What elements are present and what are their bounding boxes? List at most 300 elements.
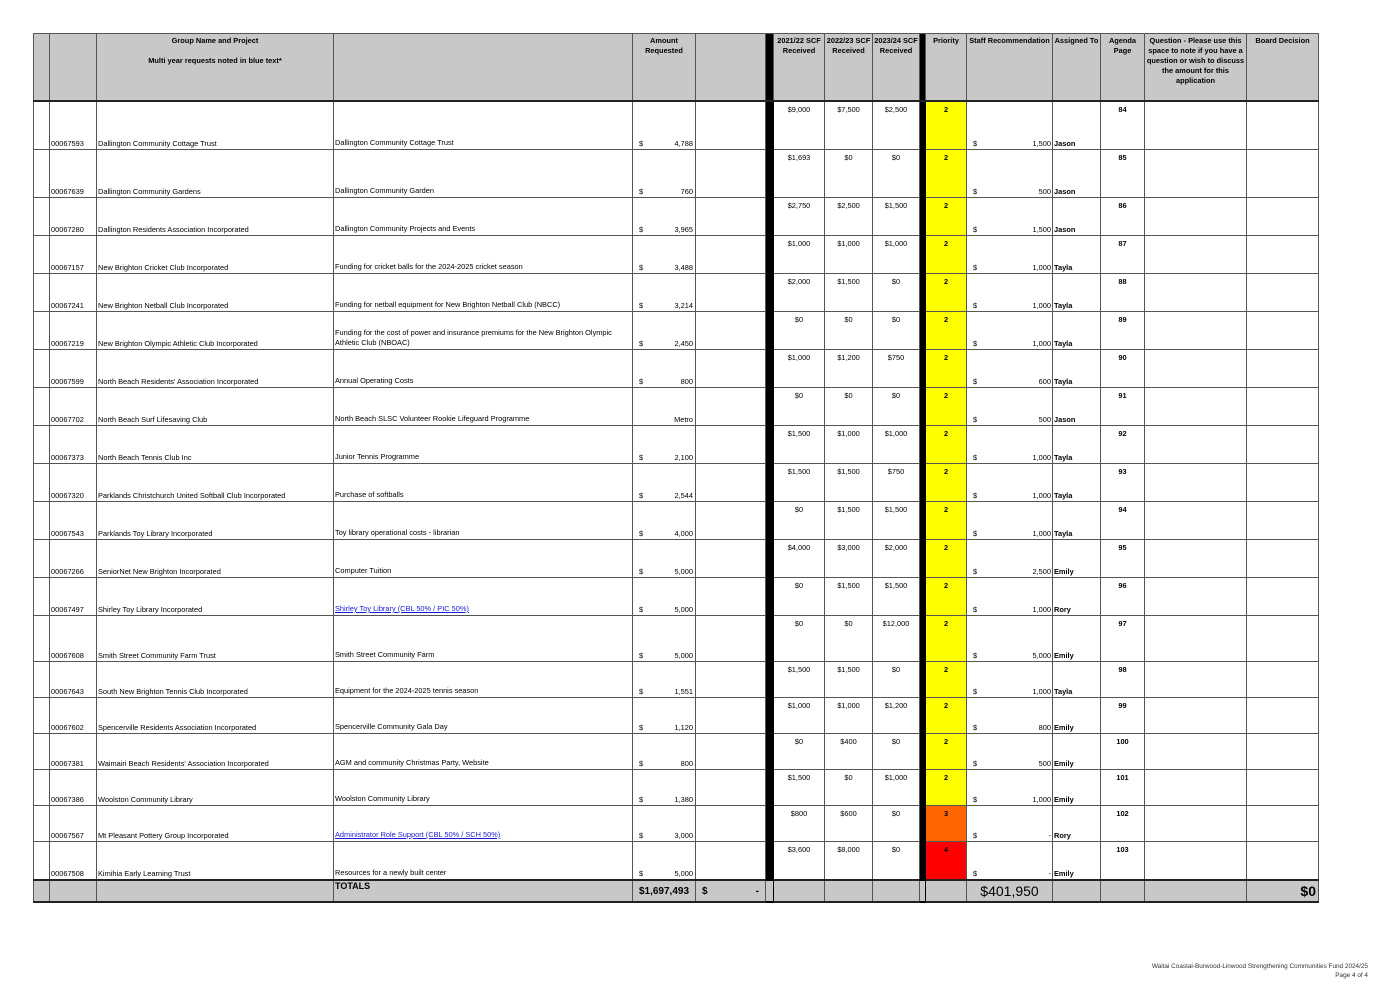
amount-requested	[633, 734, 696, 770]
priority-cell: 2	[926, 464, 967, 502]
amount-currency: $	[639, 795, 644, 804]
separator	[766, 502, 774, 540]
project-name	[334, 540, 633, 578]
amount-value: 4,788	[674, 139, 693, 148]
scf-2023-24: $0	[873, 274, 920, 312]
amount-currency: $	[639, 301, 644, 310]
amount-value: 3,000	[674, 831, 693, 840]
rec-value: 1,000	[1032, 795, 1051, 804]
rec-value: 1,000	[1032, 301, 1051, 310]
row-blank	[34, 274, 50, 312]
application-id: 00067219	[50, 312, 97, 350]
amount-currency: $	[639, 491, 644, 500]
amount-currency: $	[639, 869, 644, 878]
question-cell[interactable]	[1145, 502, 1247, 540]
agenda-page: 96	[1101, 578, 1145, 616]
row-blank	[34, 698, 50, 734]
scf-2022-23: $1,500	[825, 578, 873, 616]
totals-blank-5	[825, 880, 873, 902]
board-decision-cell[interactable]	[1247, 770, 1319, 806]
scf-2022-23: $1,000	[825, 236, 873, 274]
project-name	[334, 842, 633, 881]
footer-page-number: Page 4 of 4	[1335, 972, 1368, 979]
board-decision-cell[interactable]	[1247, 734, 1319, 770]
amount-currency: $	[639, 687, 644, 696]
project-name	[334, 426, 633, 464]
assigned-to: Tayla	[1053, 350, 1101, 388]
board-decision-cell[interactable]	[1247, 698, 1319, 734]
project-text: Spencerville Community Gala Day	[335, 722, 448, 731]
project-text: Funding for netball equipment for New Brighton Netball Club (NBCC)	[335, 300, 561, 309]
amount-requested	[633, 274, 696, 312]
group-name: North Beach Tennis Club Inc	[97, 426, 334, 464]
totals-blank-4	[774, 880, 825, 902]
row-blank-2	[696, 198, 766, 236]
totals-extra	[696, 880, 766, 902]
rec-value: -	[1048, 869, 1051, 878]
project-name	[334, 388, 633, 426]
amount-value: 800	[680, 377, 693, 386]
header-2023-24: 2023/24 SCF Received	[873, 34, 920, 102]
separator	[766, 770, 774, 806]
assigned-to: Tayla	[1053, 502, 1101, 540]
separator	[766, 734, 774, 770]
scf-2023-24: $0	[873, 312, 920, 350]
group-name: North Beach Residents' Association Incorporated	[97, 350, 334, 388]
amount-requested	[633, 698, 696, 734]
question-cell[interactable]	[1145, 540, 1247, 578]
project-name	[334, 150, 633, 198]
scf-2022-23: $1,500	[825, 502, 873, 540]
agenda-page: 85	[1101, 150, 1145, 198]
board-decision-cell[interactable]	[1247, 236, 1319, 274]
amount-value: 5,000	[674, 651, 693, 660]
priority-cell: 2	[926, 578, 967, 616]
scf-2021-22: $1,500	[774, 662, 825, 698]
amount-requested	[633, 616, 696, 662]
assigned-to: Tayla	[1053, 662, 1101, 698]
staff-recommendation	[967, 540, 1053, 578]
staff-recommendation	[967, 502, 1053, 540]
question-cell[interactable]	[1145, 236, 1247, 274]
application-id: 00067241	[50, 274, 97, 312]
board-decision-cell[interactable]	[1247, 198, 1319, 236]
priority-cell: 2	[926, 236, 967, 274]
question-cell[interactable]	[1145, 388, 1247, 426]
project-name	[334, 698, 633, 734]
amount-value: 2,544	[674, 491, 693, 500]
rec-currency: $	[973, 831, 978, 840]
row-blank-2	[696, 734, 766, 770]
row-blank-2	[696, 388, 766, 426]
scf-2023-24: $2,500	[873, 101, 920, 150]
agenda-page: 97	[1101, 616, 1145, 662]
scf-2021-22: $2,000	[774, 274, 825, 312]
assigned-to: Emily	[1053, 734, 1101, 770]
row-blank	[34, 734, 50, 770]
application-id: 00067593	[50, 101, 97, 150]
scf-2021-22: $1,000	[774, 698, 825, 734]
rec-value: 1,000	[1032, 605, 1051, 614]
question-cell[interactable]	[1145, 350, 1247, 388]
separator	[766, 236, 774, 274]
scf-2021-22: $1,000	[774, 350, 825, 388]
group-name: Dallington Community Cottage Trust	[97, 101, 334, 150]
project-text: Funding for cricket balls for the 2024-2025 cricket season	[335, 262, 523, 271]
project-name	[334, 350, 633, 388]
header-project	[334, 34, 633, 102]
project-name	[334, 236, 633, 274]
project-name	[334, 464, 633, 502]
scf-2023-24: $0	[873, 388, 920, 426]
header-separator-1	[766, 34, 774, 102]
rec-value: 500	[1038, 759, 1051, 768]
agenda-page: 100	[1101, 734, 1145, 770]
question-cell[interactable]	[1145, 770, 1247, 806]
row-blank	[34, 426, 50, 464]
amount-value: 1,551	[674, 687, 693, 696]
assigned-to: Rory	[1053, 806, 1101, 842]
amount-requested	[633, 578, 696, 616]
priority-cell: 2	[926, 198, 967, 236]
row-blank-2	[696, 616, 766, 662]
staff-recommendation	[967, 101, 1053, 150]
priority-cell: 2	[926, 274, 967, 312]
amount-requested	[633, 540, 696, 578]
header-assigned-to: Assigned To	[1053, 34, 1101, 102]
separator	[766, 662, 774, 698]
scf-2022-23: $7,500	[825, 101, 873, 150]
application-id: 00067157	[50, 236, 97, 274]
board-decision-cell[interactable]	[1247, 101, 1319, 150]
application-id: 00067266	[50, 540, 97, 578]
rec-value: 1,000	[1032, 263, 1051, 272]
table-row	[34, 698, 1319, 734]
amount-currency: $	[639, 377, 644, 386]
priority-cell: 2	[926, 101, 967, 150]
project-text: Dallington Community Projects and Events	[335, 224, 476, 233]
separator	[766, 698, 774, 734]
question-cell[interactable]	[1145, 150, 1247, 198]
amount-value: 4,000	[674, 529, 693, 538]
scf-2021-22: $0	[774, 388, 825, 426]
separator	[766, 350, 774, 388]
rec-value: 5,000	[1032, 651, 1051, 660]
application-id: 00067599	[50, 350, 97, 388]
project-text[interactable]: Shirley Toy Library (CBL 50% / PIC 50%)	[335, 604, 469, 613]
separator	[766, 101, 774, 150]
rec-value: 1,000	[1032, 687, 1051, 696]
group-name: Dallington Residents Association Incorporated	[97, 198, 334, 236]
totals-blank-10	[1145, 880, 1247, 902]
project-name	[334, 734, 633, 770]
rec-value: 600	[1038, 377, 1051, 386]
scf-2022-23: $0	[825, 770, 873, 806]
application-id: 00067497	[50, 578, 97, 616]
question-cell[interactable]	[1145, 578, 1247, 616]
application-id: 00067386	[50, 770, 97, 806]
totals-extra-value: -	[755, 885, 759, 897]
question-cell[interactable]	[1145, 842, 1247, 881]
rec-value: 500	[1038, 415, 1051, 424]
application-id: 00067643	[50, 662, 97, 698]
agenda-page: 99	[1101, 698, 1145, 734]
group-name: Dallington Community Gardens	[97, 150, 334, 198]
header-2022-23: 2022/23 SCF Received	[825, 34, 873, 102]
project-name	[334, 806, 633, 842]
totals-blank-1	[34, 880, 50, 902]
rec-currency: $	[973, 263, 978, 272]
row-blank	[34, 540, 50, 578]
assigned-to: Jason	[1053, 198, 1101, 236]
rec-currency: $	[973, 687, 978, 696]
agenda-page: 93	[1101, 464, 1145, 502]
scf-2023-24: $1,200	[873, 698, 920, 734]
priority-cell: 2	[926, 426, 967, 464]
table-row	[34, 388, 1319, 426]
question-cell[interactable]	[1145, 734, 1247, 770]
amount-requested	[633, 388, 696, 426]
board-decision-cell[interactable]	[1247, 274, 1319, 312]
board-decision-cell[interactable]	[1247, 806, 1319, 842]
scf-2022-23: $8,000	[825, 842, 873, 881]
project-text: Dallington Community Garden	[335, 186, 434, 195]
application-id: 00067639	[50, 150, 97, 198]
agenda-page: 89	[1101, 312, 1145, 350]
table-row	[34, 578, 1319, 616]
scf-2021-22: $1,693	[774, 150, 825, 198]
amount-requested	[633, 662, 696, 698]
amount-value: 5,000	[674, 605, 693, 614]
table-row	[34, 198, 1319, 236]
question-cell[interactable]	[1145, 198, 1247, 236]
project-text[interactable]: Administrator Role Support (CBL 50% / SCH 50%)	[335, 830, 501, 839]
row-blank	[34, 464, 50, 502]
row-blank	[34, 616, 50, 662]
row-blank	[34, 662, 50, 698]
agenda-page: 88	[1101, 274, 1145, 312]
assigned-to: Emily	[1053, 540, 1101, 578]
row-blank-2	[696, 426, 766, 464]
agenda-page: 103	[1101, 842, 1145, 881]
amount-currency: $	[639, 225, 644, 234]
rec-value: 1,000	[1032, 491, 1051, 500]
row-blank-2	[696, 578, 766, 616]
rec-value: 1,000	[1032, 339, 1051, 348]
assigned-to: Jason	[1053, 388, 1101, 426]
question-cell[interactable]	[1145, 464, 1247, 502]
project-text: Smith Street Community Farm	[335, 650, 435, 659]
scf-2023-24: $750	[873, 464, 920, 502]
rec-currency: $	[973, 651, 978, 660]
row-blank	[34, 150, 50, 198]
group-name: Shirley Toy Library Incorporated	[97, 578, 334, 616]
table-row	[34, 502, 1319, 540]
amount-value: 1,120	[674, 723, 693, 732]
amount-value: 760	[680, 187, 693, 196]
project-text: AGM and community Christmas Party, Website	[335, 758, 489, 767]
project-name	[334, 578, 633, 616]
question-cell[interactable]	[1145, 698, 1247, 734]
assigned-to: Emily	[1053, 616, 1101, 662]
group-name: Mt Pleasant Pottery Group Incorporated	[97, 806, 334, 842]
amount-requested	[633, 236, 696, 274]
project-text: Purchase of softballs	[335, 490, 404, 499]
scf-2021-22: $1,500	[774, 770, 825, 806]
group-name: Waimairi Beach Residents' Association Incorporated	[97, 734, 334, 770]
amount-requested	[633, 426, 696, 464]
row-blank	[34, 842, 50, 881]
board-decision-cell[interactable]	[1247, 540, 1319, 578]
table-row	[34, 806, 1319, 842]
separator	[766, 150, 774, 198]
totals-blank-9	[1101, 880, 1145, 902]
rec-currency: $	[973, 869, 978, 878]
totals-board-decision: $0	[1247, 880, 1319, 902]
staff-recommendation	[967, 770, 1053, 806]
scf-2022-23: $600	[825, 806, 873, 842]
priority-cell: 2	[926, 770, 967, 806]
assigned-to: Tayla	[1053, 464, 1101, 502]
scf-2023-24: $0	[873, 806, 920, 842]
funding-table	[33, 33, 1319, 903]
priority-cell: 3	[926, 806, 967, 842]
scf-2022-23: $1,200	[825, 350, 873, 388]
footer-title: Waitai Coastal-Burwood-Linwood Strengthening Communities Fund 2024/25	[1151, 963, 1368, 970]
totals-separator-1	[766, 880, 774, 902]
board-decision-cell[interactable]	[1247, 842, 1319, 881]
amount-currency: $	[639, 831, 644, 840]
assigned-to: Tayla	[1053, 274, 1101, 312]
project-name	[334, 312, 633, 350]
group-name: Woolston Community Library	[97, 770, 334, 806]
separator	[766, 616, 774, 662]
amount-value: 5,000	[674, 869, 693, 878]
question-cell[interactable]	[1145, 101, 1247, 150]
question-cell[interactable]	[1145, 312, 1247, 350]
board-decision-cell[interactable]	[1247, 426, 1319, 464]
staff-recommendation	[967, 312, 1053, 350]
assigned-to: Tayla	[1053, 312, 1101, 350]
row-blank-2	[696, 502, 766, 540]
rec-currency: $	[973, 301, 978, 310]
totals-blank-3	[97, 880, 334, 902]
separator	[766, 312, 774, 350]
totals-blank-6	[873, 880, 920, 902]
scf-2022-23: $1,500	[825, 464, 873, 502]
table-row	[34, 540, 1319, 578]
project-name	[334, 274, 633, 312]
group-name: Spencerville Residents Association Incorporated	[97, 698, 334, 734]
row-blank	[34, 312, 50, 350]
project-text: Junior Tennis Programme	[335, 452, 420, 461]
project-text: North Beach SLSC Volunteer Rookie Lifeguard Programme	[335, 414, 530, 423]
row-blank	[34, 806, 50, 842]
header-staff-recommendation: Staff Recommendation	[967, 34, 1053, 102]
table-row	[34, 101, 1319, 150]
rec-value: 1,000	[1032, 453, 1051, 462]
header-group-line2: Multi year requests noted in blue text*	[148, 56, 282, 65]
amount-requested	[633, 350, 696, 388]
group-name: New Brighton Netball Club Incorporated	[97, 274, 334, 312]
separator	[766, 274, 774, 312]
question-cell[interactable]	[1145, 426, 1247, 464]
scf-2021-22: $9,000	[774, 101, 825, 150]
priority-cell: 2	[926, 698, 967, 734]
totals-staff-recommendation: $401,950	[967, 880, 1053, 902]
board-decision-cell[interactable]	[1247, 662, 1319, 698]
table-row	[34, 274, 1319, 312]
header-blank-3	[696, 34, 766, 102]
staff-recommendation	[967, 806, 1053, 842]
staff-recommendation	[967, 842, 1053, 881]
scf-2021-22: $4,000	[774, 540, 825, 578]
totals-blank-7	[926, 880, 967, 902]
separator	[766, 198, 774, 236]
project-text: Dallington Community Cottage Trust	[335, 138, 454, 147]
application-id: 00067320	[50, 464, 97, 502]
amount-currency: $	[639, 453, 644, 462]
assigned-to: Jason	[1053, 101, 1101, 150]
agenda-page: 102	[1101, 806, 1145, 842]
row-blank-2	[696, 842, 766, 881]
board-decision-cell[interactable]	[1247, 312, 1319, 350]
scf-2023-24: $1,000	[873, 426, 920, 464]
scf-2021-22: $3,600	[774, 842, 825, 881]
amount-requested	[633, 842, 696, 881]
scf-2023-24: $1,500	[873, 578, 920, 616]
amount-value: 800	[680, 759, 693, 768]
agenda-page: 84	[1101, 101, 1145, 150]
table-row	[34, 734, 1319, 770]
question-cell[interactable]	[1145, 806, 1247, 842]
question-cell[interactable]	[1145, 662, 1247, 698]
staff-recommendation	[967, 578, 1053, 616]
question-cell[interactable]	[1145, 616, 1247, 662]
board-decision-cell[interactable]	[1247, 388, 1319, 426]
board-decision-cell[interactable]	[1247, 150, 1319, 198]
board-decision-cell[interactable]	[1247, 350, 1319, 388]
row-blank-2	[696, 806, 766, 842]
header-board-decision: Board Decision	[1247, 34, 1319, 102]
separator	[766, 426, 774, 464]
table-row	[34, 236, 1319, 274]
project-name	[334, 198, 633, 236]
project-text: Annual Operating Costs	[335, 376, 414, 385]
project-text: Resources for a newly built center	[335, 868, 447, 877]
header-question: Question - Please use this space to note if you have a question or wish to discuss the amount for this application	[1145, 34, 1247, 102]
scf-2021-22: $1,000	[774, 236, 825, 274]
row-blank-2	[696, 540, 766, 578]
rec-value: -	[1048, 831, 1051, 840]
board-decision-cell[interactable]	[1247, 464, 1319, 502]
board-decision-cell[interactable]	[1247, 502, 1319, 540]
rec-value: 1,000	[1032, 529, 1051, 538]
row-blank-2	[696, 350, 766, 388]
group-name: SeniorNet New Brighton Incorporated	[97, 540, 334, 578]
board-decision-cell[interactable]	[1247, 578, 1319, 616]
assigned-to: Emily	[1053, 698, 1101, 734]
priority-cell: 2	[926, 662, 967, 698]
board-decision-cell[interactable]	[1247, 616, 1319, 662]
question-cell[interactable]	[1145, 274, 1247, 312]
amount-currency: $	[639, 187, 644, 196]
table-row	[34, 350, 1319, 388]
separator	[766, 464, 774, 502]
scf-2021-22: $0	[774, 502, 825, 540]
agenda-page: 91	[1101, 388, 1145, 426]
amount-currency: $	[639, 339, 644, 348]
